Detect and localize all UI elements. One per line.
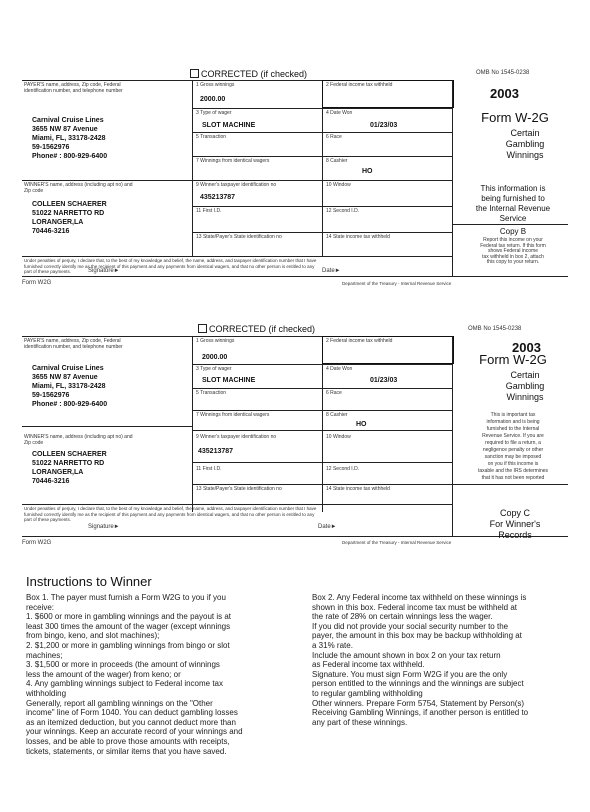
form-title: Form W-2G: [479, 352, 547, 367]
tax-year: 2003: [490, 86, 519, 101]
tax-year: 2003: [512, 340, 541, 355]
box14-label: 14 State income tax withheld: [326, 486, 390, 492]
omb-number: OMB No 1545-0238: [468, 326, 522, 332]
date-won-value: 01/23/03: [370, 122, 398, 129]
signature-field[interactable]: Signature►: [88, 268, 120, 274]
checkbox-icon[interactable]: [198, 324, 207, 333]
box10-label: 10 Window: [326, 182, 351, 188]
payer-info: Carnival Cruise Lines 3655 NW 87 Avenue Miami, FL, 33178-2428 59-1562976 Phone# : 800-929-6400: [32, 117, 108, 160]
box9-label: 9 Winner's taxpayer identification no: [196, 434, 277, 440]
box6-label: 6 Race: [326, 134, 342, 140]
box4-label: 4 Date Won: [326, 366, 353, 372]
box3-label: 3 Type of wager: [196, 366, 232, 372]
box13-label: 13 State/Payer's State identification no: [196, 234, 282, 240]
box11-label: 11 First I.D.: [196, 208, 222, 214]
box7-label: 7 Winnings from identical wagers: [196, 412, 270, 418]
irs-info-notice: This is important tax information and is being furnished to the Internal Revenue Service. If you are required to file a return, a negligence penalty or other sanction may be imposed on you if this income is taxable and the IRS determines that it has not been reported: [477, 412, 549, 481]
date-field[interactable]: Date►: [318, 524, 337, 530]
box12-label: 12 Second I.D.: [326, 466, 360, 472]
box3-label: 3 Type of wager: [196, 110, 232, 116]
box1-label: 1 Gross winnings: [196, 82, 235, 88]
box1-label: 1 Gross winnings: [196, 338, 235, 344]
payer-label: PAYER'S name, address, Zip code, Federal identification number, and telephone number: [24, 82, 123, 94]
instructions-right-column: Box 2. Any Federal income tax withheld on these winnings is shown in this box. Federal income tax must be withheld at the rate of 28% on certain winnings less the wager. If you did not provide your social security number to the payer, the amount in this box may be backup withholding at a 31% rate. Include the amount shown in box 2 on your tax return as Federal income tax withheld. Signature. You must sign Form W2G if you are the only person entitled to the winnings and the winnings are subject to regular gambling withholding Other winners. Prepare Form 5754, Statement by Person(s) Receiving Gambling Winnings, if another person is entitled to any part of these winnings.: [312, 593, 529, 727]
box4-label: 4 Date Won: [326, 110, 353, 116]
form-w2g-copy-c: [22, 318, 568, 550]
box7-label: 7 Winnings from identical wagers: [196, 158, 270, 164]
box8-label: 8 Cashier: [326, 412, 348, 418]
footer-department: Department of the Treasury - Internal Revenue Service: [342, 540, 452, 545]
cashier-value: HO: [362, 168, 373, 175]
box11-label: 11 First I.D.: [196, 466, 222, 472]
form-subtitle: Certain Gambling Winnings: [505, 128, 545, 160]
box14-label: 14 State income tax withheld: [326, 234, 390, 240]
gross-winnings-value: 2000.00: [202, 354, 228, 361]
copy-label: Copy B: [499, 227, 527, 236]
gross-winnings-value: 2000.00: [200, 96, 226, 103]
box5-label: 5 Transaction: [196, 390, 227, 396]
winner-tin-value: 435213787: [200, 194, 236, 201]
winner-label: WINNER'S name, address (including apt no) and Zip code: [24, 434, 133, 446]
corrected-label: CORRECTED (if checked): [201, 69, 308, 79]
perjury-statement: Under penalties of perjury, I declare that, to the best of my knowledge and belief, the name, address, and taxpayer identification number that I have furnished correctly identify me as the recipient of this payment and any payments from identical wagers, and that no other person is entitled to any part of these payments.: [24, 506, 317, 522]
box5-label: 5 Transaction: [196, 134, 227, 140]
form-w2g-copy-b: [22, 60, 568, 292]
winner-info: COLLEEN SCHAERER 51022 NARRETTO RD LORANGER,LA 70446-3216: [32, 451, 107, 485]
winner-info: COLLEEN SCHAERER 51022 NARRETTO RD LORANGER,LA 70446-3216: [32, 201, 107, 235]
perjury-statement: Under penalties of perjury, I declare that, to the best of my knowledge and belief, the name, address, and taxpayer identification number that I have furnished correctly identify me as the recipient of this payment and any payments from identical wagers, and that no other person is entitled to any part of these payments.: [24, 258, 317, 274]
box2-label: 2 Federal income tax withheld: [326, 82, 393, 88]
form-subtitle: Certain Gambling Winnings: [505, 370, 545, 402]
corrected-checkbox[interactable]: [190, 69, 307, 79]
date-field[interactable]: Date►: [322, 268, 341, 274]
form-title: Form W-2G: [481, 110, 549, 125]
instructions-title: Instructions to Winner: [26, 574, 152, 589]
date-won-value: 01/23/03: [370, 377, 398, 384]
signature-field[interactable]: Signature►: [88, 524, 120, 530]
corrected-label: CORRECTED (if checked): [209, 324, 316, 334]
wager-type-value: SLOT MACHINE: [202, 377, 256, 384]
checkbox-icon[interactable]: [190, 69, 199, 78]
irs-info-notice: This information is being furnished to the Internal Revenue Service: [475, 184, 551, 223]
box2-label: 2 Federal income tax withheld: [326, 338, 393, 344]
box12-label: 12 Second I.D.: [326, 208, 360, 214]
box9-label: 9 Winner's taxpayer identification no: [196, 182, 277, 188]
box13-label: 13 State/Payer's State identification no: [196, 486, 282, 492]
footer-department: Department of the Treasury - Internal Revenue Service: [342, 281, 452, 286]
winner-label: WINNER'S name, address (including apt no) and Zip code: [24, 182, 133, 194]
corrected-checkbox[interactable]: [198, 324, 315, 334]
omb-number: OMB No 1545-0238: [476, 70, 530, 76]
box10-label: 10 Window: [326, 434, 351, 440]
box6-label: 6 Race: [326, 390, 342, 396]
payer-label: PAYER'S name, address, Zip code, Federal identification number, and telephone number: [24, 338, 123, 350]
payer-info: Carnival Cruise Lines 3655 NW 87 Avenue Miami, FL, 33178-2428 59-1562976 Phone# : 800-929-6400: [32, 365, 108, 408]
footer-form-name: Form W2G: [22, 540, 52, 546]
footer-form-name: Form W2G: [22, 280, 52, 286]
copy-label: Copy C For Winner's Records: [489, 508, 541, 540]
winner-tin-value: 435213787: [198, 448, 234, 455]
instructions-left-column: Box 1. The payer must furnish a Form W2G to you if you receive: 1. $600 or more in gambling winnings and the payout is at least 300 times the amount of the wager (except winnings from bingo, keno, and slot machines); 2. $1,200 or more in gambling winnings from bingo or slot machines; 3. $1,500 or more in proceeds (the amount of winnings less the amount of the wager) from keno; or 4. Any gambling winnings subject to Federal income tax withholding Generally, report all gambling winnings on the "Other income" line of Form 1040. You can deduct gambling losses as an itemized deduction, but you cannot deduct more than your winnings. Keep an accurate record of your winnings and losses, and be able to prove those amounts with receipts, tickets, statements, or similar items that you have saved.: [26, 593, 243, 756]
cashier-value: HO: [356, 421, 367, 428]
copy-note: Report this income on your Federal tax return. If this form shows Federal income tax withheld in box 2, attach this copy to your return.: [480, 237, 546, 265]
box8-label: 8 Cashier: [326, 158, 348, 164]
wager-type-value: SLOT MACHINE: [202, 122, 256, 129]
